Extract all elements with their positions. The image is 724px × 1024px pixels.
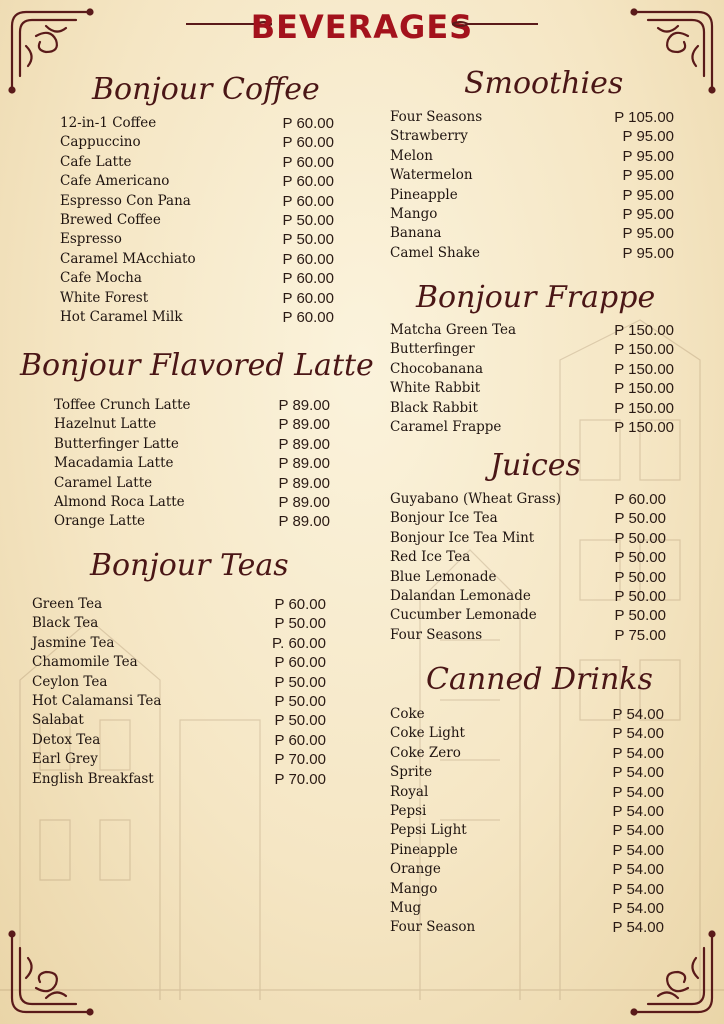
item-name: Butterfinger <box>390 341 475 358</box>
menu-item <box>60 153 334 172</box>
title-flourish-icon <box>452 19 538 29</box>
menu-item <box>390 529 666 548</box>
item-name: Bonjour Ice Tea Mint <box>390 529 535 546</box>
item-name: Coke Zero <box>390 744 461 761</box>
item-name: Four Seasons <box>390 626 483 643</box>
menu-item <box>54 435 330 454</box>
menu-item <box>32 614 326 633</box>
item-price: P 150.00 <box>614 341 674 359</box>
menu-item <box>390 763 664 782</box>
menu-item <box>32 595 326 614</box>
item-price: P 60.00 <box>282 173 334 191</box>
item-price: P 89.00 <box>278 397 330 414</box>
item-price: P 89.00 <box>278 493 330 511</box>
item-name: Mug <box>390 899 422 916</box>
menu-item <box>390 127 674 146</box>
section-title: Bonjour Flavored Latte <box>20 348 374 383</box>
menu-item <box>390 821 664 840</box>
item-name: Orange Latte <box>54 513 146 530</box>
item-name: Chocobanana <box>390 360 484 377</box>
item-price: P 89.00 <box>278 513 330 531</box>
item-name: Espresso <box>60 231 122 248</box>
item-name: Watermelon <box>390 167 473 184</box>
menu-item <box>60 114 334 133</box>
item-price: P 54.00 <box>612 783 664 801</box>
item-name: Hazelnut Latte <box>54 416 157 433</box>
item-name: Jasmine Tea <box>32 634 115 651</box>
menu-list <box>390 490 666 645</box>
item-name: Ceylon Tea <box>32 673 108 690</box>
item-name: Four Seasons <box>390 109 483 125</box>
item-price: P 70.00 <box>274 751 326 769</box>
section-title: Smoothies <box>464 66 624 101</box>
item-name: Mango <box>390 205 438 222</box>
item-price: P 89.00 <box>278 416 330 434</box>
item-price: P 50.00 <box>274 692 326 710</box>
menu-item <box>390 418 674 437</box>
item-price: P 50.00 <box>614 529 666 547</box>
item-name: Chamomile Tea <box>32 654 138 671</box>
item-price: P 60.00 <box>282 134 334 152</box>
item-price: P 50.00 <box>614 549 666 567</box>
item-name: Earl Grey <box>32 751 98 768</box>
menu-list <box>54 396 330 532</box>
menu-list <box>390 705 664 938</box>
item-name: Hot Caramel Milk <box>60 308 183 325</box>
item-name: Pepsi <box>390 802 427 819</box>
item-price: P 95.00 <box>622 167 674 185</box>
menu-item <box>390 548 666 567</box>
menu-item <box>390 587 666 606</box>
item-price: P 89.00 <box>278 474 330 492</box>
menu-item <box>54 415 330 434</box>
item-price: P 54.00 <box>612 861 664 879</box>
item-price: P 75.00 <box>614 626 666 644</box>
item-price: P 60.00 <box>274 654 326 672</box>
item-price: P 50.00 <box>614 607 666 625</box>
menu-item <box>60 289 334 308</box>
item-name: Caramel Latte <box>54 474 153 491</box>
item-price: P 60.00 <box>282 270 334 288</box>
item-name: Cafe Mocha <box>60 270 142 287</box>
item-price: P 60.00 <box>282 153 334 171</box>
item-name: English Breakfast <box>32 770 154 787</box>
item-price: P 150.00 <box>614 360 674 378</box>
item-name: Royal <box>390 783 429 800</box>
menu-item <box>32 711 326 730</box>
item-price: P 60.00 <box>614 491 666 508</box>
header <box>0 4 724 50</box>
menu-item <box>60 172 334 191</box>
corner-ornament-icon <box>6 928 96 1018</box>
menu-list <box>32 595 326 789</box>
item-price: P 50.00 <box>614 568 666 586</box>
item-name: White Rabbit <box>390 380 481 397</box>
item-price: P 60.00 <box>274 731 326 749</box>
item-price: P 50.00 <box>614 510 666 528</box>
item-price: P 95.00 <box>622 147 674 165</box>
item-name: Red Ice Tea <box>390 549 471 566</box>
item-name: Mango <box>390 880 438 897</box>
item-price: P 60.00 <box>282 192 334 210</box>
item-price: P 70.00 <box>274 770 326 788</box>
section-title: Bonjour Teas <box>90 548 289 583</box>
item-name: Melon <box>390 147 433 164</box>
menu-item <box>32 750 326 769</box>
item-name: Hot Calamansi Tea <box>32 692 162 709</box>
item-price: P 60.00 <box>282 289 334 307</box>
menu-item <box>390 108 674 127</box>
menu-item <box>390 224 674 243</box>
item-name: Espresso Con Pana <box>60 192 191 209</box>
menu-item <box>390 321 674 340</box>
menu-item <box>32 692 326 711</box>
menu-item <box>54 396 330 415</box>
item-name: Caramel MAcchiato <box>60 250 196 267</box>
menu-item <box>390 244 674 263</box>
menu-item <box>390 705 664 724</box>
menu-item <box>60 211 334 230</box>
item-name: Guyabano (Wheat Grass) <box>390 491 561 507</box>
item-name: Pepsi Light <box>390 822 467 839</box>
section-title: Canned Drinks <box>426 662 653 697</box>
item-name: Brewed Coffee <box>60 211 161 228</box>
menu-item <box>390 918 664 937</box>
item-price: P 54.00 <box>612 764 664 782</box>
menu-item <box>60 133 334 152</box>
menu-item <box>54 454 330 473</box>
item-price: P 54.00 <box>612 880 664 898</box>
item-price: P 105.00 <box>614 109 674 126</box>
menu-item <box>390 802 664 821</box>
item-price: P 95.00 <box>622 205 674 223</box>
item-price: P 150.00 <box>614 418 674 436</box>
item-name: Salabat <box>32 712 84 729</box>
page-title: BEVERAGES <box>250 8 474 46</box>
item-name: Toffee Crunch Latte <box>54 397 191 413</box>
menu-list <box>390 108 674 263</box>
item-price: P 50.00 <box>274 673 326 691</box>
item-name: Caramel Frappe <box>390 418 502 435</box>
item-price: P 89.00 <box>278 455 330 473</box>
menu-item <box>390 880 664 899</box>
item-name: Pineapple <box>390 841 458 858</box>
item-name: Coke Light <box>390 725 465 742</box>
menu-item <box>390 783 664 802</box>
menu-item <box>390 340 674 359</box>
item-price: P 50.00 <box>274 615 326 633</box>
item-price: P 50.00 <box>614 587 666 605</box>
item-name: 12-in-1 Coffee <box>60 115 157 131</box>
item-name: Cappuccino <box>60 134 141 151</box>
section-title: Bonjour Coffee <box>92 72 320 107</box>
menu-item <box>390 899 664 918</box>
item-price: P 150.00 <box>614 322 674 339</box>
menu-item <box>390 841 664 860</box>
item-name: Orange <box>390 861 441 878</box>
item-price: P 60.00 <box>274 596 326 613</box>
menu-item <box>390 509 666 528</box>
menu-item <box>390 360 674 379</box>
item-price: P 54.00 <box>612 822 664 840</box>
menu-item <box>32 673 326 692</box>
item-name: Butterfinger Latte <box>54 435 179 452</box>
menu-item <box>32 770 326 789</box>
item-price: P 54.00 <box>612 899 664 917</box>
item-name: Pineapple <box>390 186 458 203</box>
menu-item <box>60 250 334 269</box>
menu-item <box>390 490 666 509</box>
item-price: P 95.00 <box>622 225 674 243</box>
item-name: Camel Shake <box>390 244 480 261</box>
item-price: P 150.00 <box>614 380 674 398</box>
menu-item <box>390 626 666 645</box>
item-price: P 95.00 <box>622 186 674 204</box>
item-price: P 95.00 <box>622 244 674 262</box>
menu-item <box>60 269 334 288</box>
menu-item <box>32 653 326 672</box>
item-price: P 50.00 <box>282 211 334 229</box>
menu-item <box>390 379 674 398</box>
menu-item <box>390 860 664 879</box>
item-name: Coke <box>390 706 425 722</box>
section-title: Bonjour Frappe <box>416 280 656 315</box>
item-price: P 54.00 <box>612 919 664 937</box>
menu-item <box>60 308 334 327</box>
menu-list <box>390 321 674 437</box>
item-name: Bonjour Ice Tea <box>390 510 498 527</box>
menu-item <box>390 568 666 587</box>
menu-item <box>390 606 666 625</box>
menu-item <box>60 230 334 249</box>
menu-item <box>390 205 674 224</box>
menu-item <box>390 399 674 418</box>
item-price: P 60.00 <box>282 308 334 326</box>
menu-item <box>390 744 664 763</box>
item-price: P 50.00 <box>282 231 334 249</box>
menu-list <box>60 114 334 327</box>
item-name: Strawberry <box>390 128 468 145</box>
item-price: P 54.00 <box>612 706 664 723</box>
menu-item <box>54 512 330 531</box>
item-name: Black Tea <box>32 615 99 632</box>
menu-item <box>390 724 664 743</box>
item-price: P 150.00 <box>614 399 674 417</box>
item-price: P 60.00 <box>282 250 334 268</box>
item-name: Dalandan Lemonade <box>390 587 531 604</box>
item-price: P 54.00 <box>612 725 664 743</box>
item-name: Black Rabbit <box>390 399 478 416</box>
item-name: Detox Tea <box>32 731 101 748</box>
item-price: P 89.00 <box>278 435 330 453</box>
item-name: Four Season <box>390 919 476 936</box>
menu-item <box>390 186 674 205</box>
corner-ornament-icon <box>628 928 718 1018</box>
item-name: White Forest <box>60 289 149 306</box>
item-name: Cafe Latte <box>60 153 132 170</box>
item-name: Macadamia Latte <box>54 455 174 472</box>
item-price: P 60.00 <box>282 115 334 132</box>
item-name: Cucumber Lemonade <box>390 607 537 624</box>
menu-item <box>32 731 326 750</box>
menu-item <box>32 634 326 653</box>
menu-item <box>390 166 674 185</box>
item-price: P 95.00 <box>622 128 674 146</box>
item-name: Matcha Green Tea <box>390 322 517 338</box>
menu-item <box>54 493 330 512</box>
menu-item <box>54 474 330 493</box>
item-name: Banana <box>390 225 442 242</box>
menu-item <box>60 192 334 211</box>
item-price: P 54.00 <box>612 744 664 762</box>
item-price: P. 60.00 <box>272 634 326 652</box>
section-title: Juices <box>490 448 581 483</box>
menu-item <box>390 147 674 166</box>
item-name: Cafe Americano <box>60 173 170 190</box>
item-name: Green Tea <box>32 596 103 612</box>
item-name: Almond Roca Latte <box>54 493 185 510</box>
item-name: Blue Lemonade <box>390 568 497 585</box>
item-price: P 54.00 <box>612 802 664 820</box>
item-price: P 50.00 <box>274 712 326 730</box>
item-name: Sprite <box>390 764 433 781</box>
item-price: P 54.00 <box>612 841 664 859</box>
